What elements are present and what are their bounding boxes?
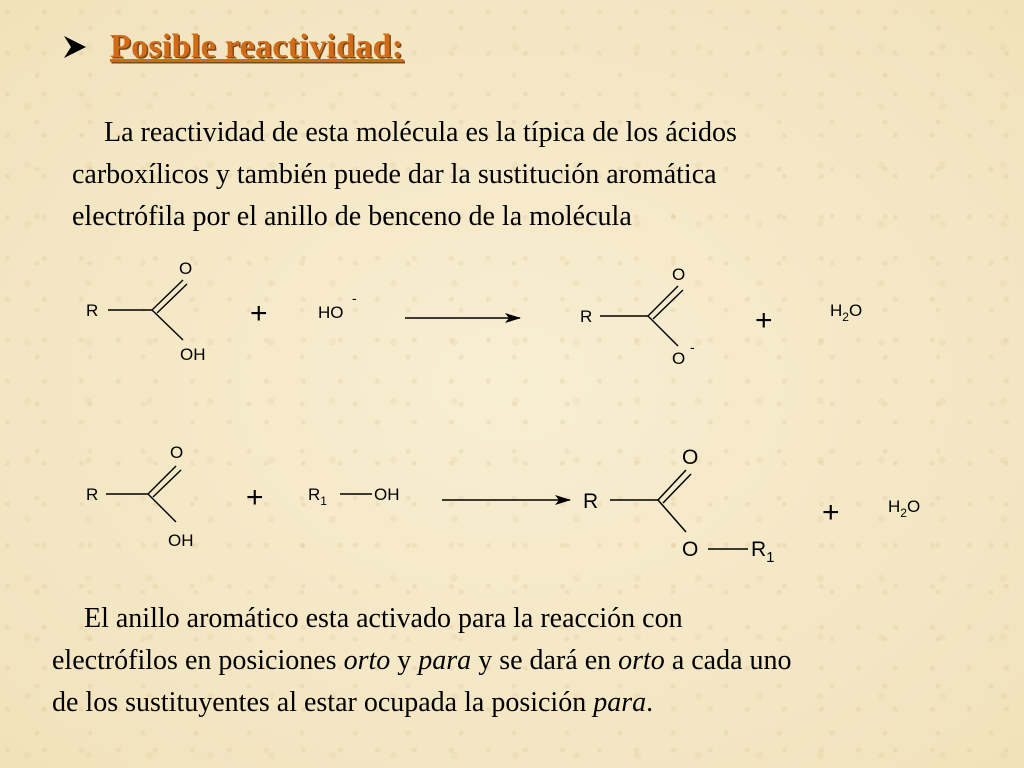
water-molecule: $H_2O$: [830, 301, 863, 324]
plus-sign: +: [822, 496, 840, 529]
intro-line-3: electrófila por el anillo de benceno de la molécula: [72, 201, 632, 232]
closing-line-2: electrófilos en posiciones orto y para y se dará en orto a cada uno: [52, 645, 792, 676]
plus-sign: +: [755, 304, 773, 337]
italic-term: orto: [343, 645, 391, 676]
r-group: R: [580, 307, 593, 326]
r-group: R: [86, 485, 99, 504]
negative-charge: -: [352, 290, 357, 306]
r-group: R: [583, 490, 599, 513]
intro-line-1: La reactividad de esta molécula es la típica de los ácidos: [104, 117, 737, 148]
carboxylic-acid-structure: [108, 280, 187, 340]
r-group: R: [86, 301, 99, 320]
ester-oxygen: O: [682, 538, 699, 561]
negative-charge: -: [690, 339, 695, 355]
intro-line-2: carboxílicos y también puede dar la sustitución aromática: [72, 159, 717, 190]
ester-r1: $R_1$: [751, 538, 775, 566]
carbonyl-oxygen: O: [179, 259, 193, 278]
carbonyl-oxygen: O: [672, 265, 686, 284]
carboxylate-structure: [600, 286, 683, 346]
reaction-1: [86, 259, 862, 368]
plus-sign: +: [246, 481, 264, 514]
hydroxyl-group: OH: [180, 345, 206, 364]
italic-term: para: [593, 687, 647, 718]
hydroxide-ion: HO: [318, 303, 344, 322]
italic-term: para: [418, 645, 472, 676]
water-molecule: $H_2O$: [888, 497, 921, 520]
alcohol-r1: $R_1$: [308, 485, 327, 508]
reaction-2: [86, 443, 920, 566]
italic-term: orto: [618, 645, 665, 676]
carboxylic-acid-structure: [106, 466, 181, 522]
hydroxyl-group: OH: [374, 485, 400, 504]
plus-sign: +: [250, 297, 268, 330]
slide-title: Posible reactividad:: [110, 28, 404, 65]
closing-paragraph: [52, 598, 992, 724]
ester-structure: [610, 470, 748, 549]
carbonyl-oxygen: O: [170, 443, 184, 462]
hydroxyl-group: OH: [168, 531, 194, 550]
closing-line-1: El anillo aromático esta activado para la reacción con: [84, 603, 683, 634]
carbonyl-oxygen: O: [682, 446, 699, 469]
closing-line-3: de los sustituyentes al estar ocupada la posición para.: [52, 687, 654, 718]
oxide-oxygen: O: [672, 349, 686, 368]
